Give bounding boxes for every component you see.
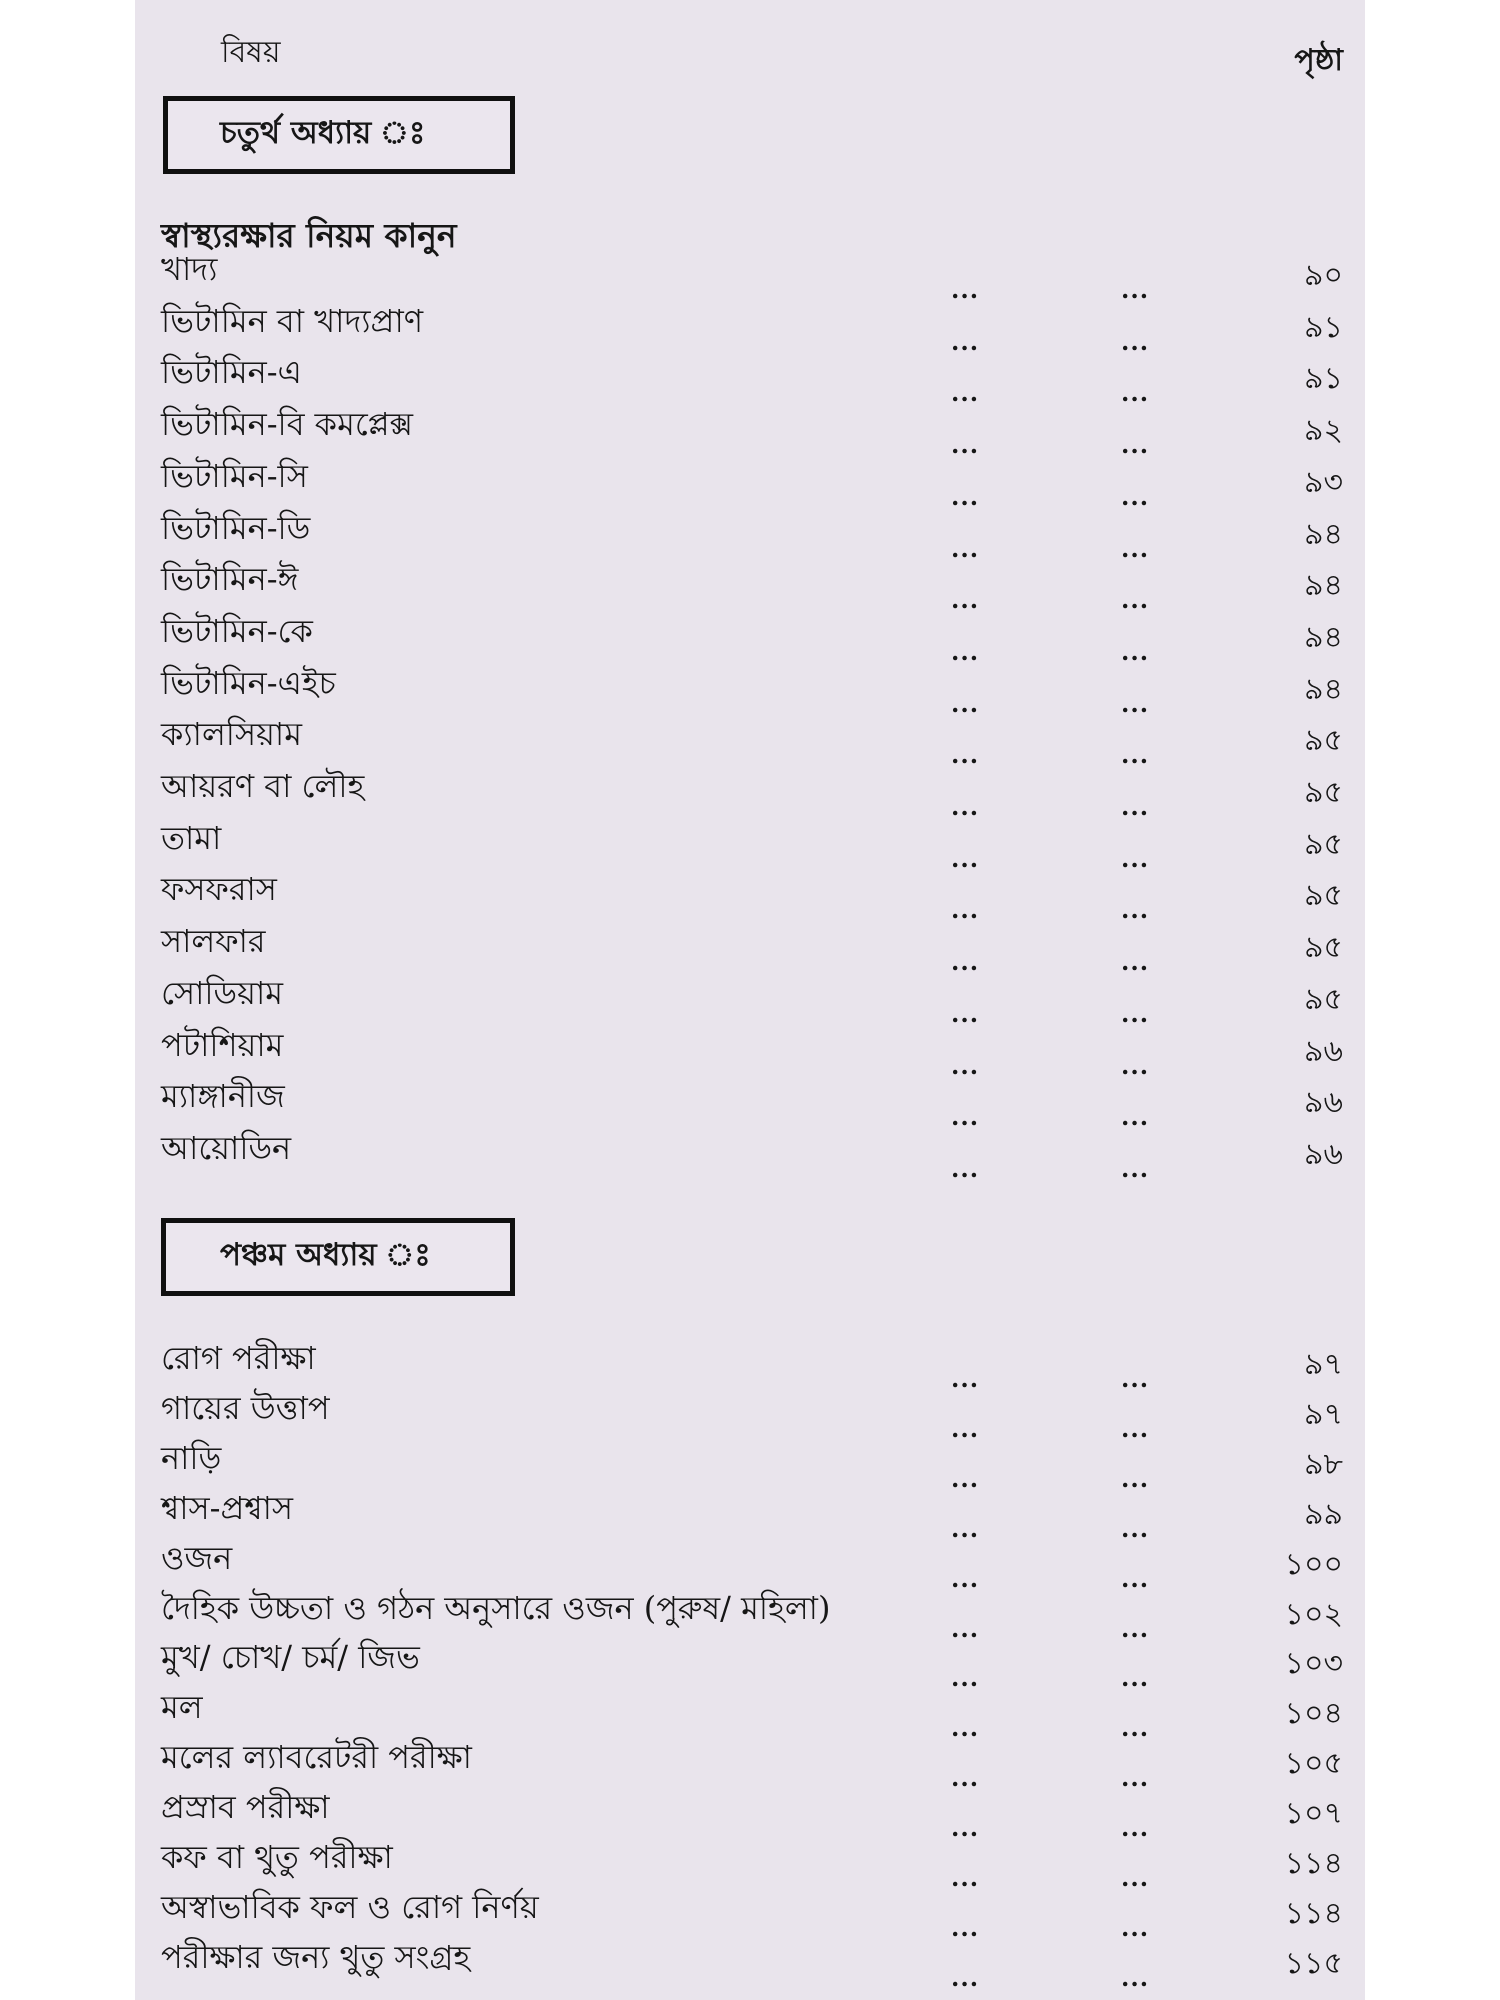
leader-dots: ... (951, 1513, 980, 1543)
chapter-4-entry-row (161, 818, 1343, 877)
chapter-4-heading: চতুর্থ অধ্যায় ঃ (220, 115, 426, 151)
leader-dots: ... (1121, 326, 1150, 356)
entry-page-number: ৯৫ (1304, 930, 1343, 966)
leader-dots: ... (1121, 1513, 1150, 1543)
leader-dots: ... (951, 275, 980, 304)
entry-topic: গায়ের উত্তাপ (161, 1388, 330, 1427)
entry-page-number: ১০৩ (1284, 1646, 1343, 1682)
leader-dots: ... (951, 1102, 980, 1132)
chapter-5-heading-box (161, 1218, 515, 1296)
entry-page-number: ১১৪ (1284, 1895, 1343, 1931)
entry-topic: ভিটামিন-এ (161, 353, 302, 392)
entry-topic: মলের ল্যাবরেটরী পরীক্ষা (161, 1738, 472, 1777)
chapter-4-entry-row (161, 973, 1343, 1032)
leader-dots: ... (951, 1912, 980, 1942)
leader-dots: ... (1121, 895, 1150, 925)
leader-dots: ... (1121, 1763, 1150, 1793)
entry-topic: প্রস্রাব পরীক্ষা (161, 1788, 330, 1827)
entry-page-number: ৯৪ (1304, 568, 1343, 604)
leader-dots: ... (951, 636, 980, 666)
leader-dots: ... (1121, 1413, 1150, 1443)
entry-topic: মুখ/ চোখ/ চর্ম/ জিভ (161, 1638, 420, 1677)
entry-page-number: ৯৬ (1304, 1136, 1343, 1172)
column-header-subject: বিষয় (221, 35, 281, 70)
entry-topic: কফ বা থুতু পরীক্ষা (161, 1838, 393, 1876)
leader-dots: ... (1121, 481, 1150, 511)
entry-page-number: ৯৫ (1304, 723, 1343, 759)
entry-topic: পরীক্ষার জন্য থুতু সংগ্রহ (161, 1937, 471, 1976)
leader-dots: ... (951, 533, 980, 563)
entry-page-number: ১১৫ (1284, 1945, 1343, 1981)
chapter-4-entry-row (161, 611, 1343, 670)
entry-page-number: ৯৪ (1304, 671, 1343, 707)
leader-dots: ... (1121, 792, 1150, 821)
entry-topic: নাড়ি (161, 1438, 222, 1477)
entry-topic: দৈহিক উচ্চতা ও গঠন অনুসারে ওজন (পুরুষ/ মহিলা) (161, 1588, 831, 1627)
chapter-5-entry-row (161, 1388, 1343, 1447)
leader-dots: ... (1121, 998, 1150, 1028)
leader-dots: ... (951, 843, 980, 873)
chapter-4-entry-row (161, 1128, 1343, 1187)
leader-dots: ... (951, 1962, 980, 1992)
entry-page-number: ৯২ (1304, 413, 1343, 449)
entry-topic: খাদ্য (161, 250, 218, 288)
leader-dots: ... (951, 1863, 980, 1892)
chapter-4-entry-row (161, 301, 1343, 360)
chapter-4-entry-row (161, 922, 1343, 980)
entry-topic: ক্যালসিয়াম (161, 715, 302, 754)
chapter-4-entry-row (161, 767, 1343, 825)
entry-page-number: ৯৬ (1304, 1085, 1343, 1121)
entry-page-number: ৯৮ (1304, 1446, 1343, 1482)
entry-page-number: ৯৭ (1304, 1396, 1343, 1432)
entry-page-number: ৯৫ (1304, 826, 1343, 862)
leader-dots: ... (951, 1563, 980, 1593)
chapter-4-entry-row (161, 1025, 1343, 1084)
entry-topic: ভিটামিন-ঈ (161, 560, 299, 599)
leader-dots: ... (1121, 1613, 1150, 1643)
leader-dots: ... (1121, 378, 1150, 408)
leader-dots: ... (1121, 688, 1150, 718)
leader-dots: ... (1121, 1863, 1150, 1892)
chapter-4-heading-box (163, 96, 515, 174)
entry-topic: সালফার (161, 922, 266, 961)
entry-page-number: ৯৫ (1304, 878, 1343, 914)
leader-dots: ... (951, 430, 980, 460)
leader-dots: ... (951, 1763, 980, 1793)
leader-dots: ... (1121, 1813, 1150, 1843)
leader-dots: ... (1121, 585, 1150, 615)
chapter-5-entry-row (161, 1488, 1343, 1547)
leader-dots: ... (1121, 1102, 1150, 1132)
entry-page-number: ১০৫ (1284, 1746, 1343, 1782)
leader-dots: ... (1121, 1962, 1150, 1992)
leader-dots: ... (1121, 1153, 1150, 1183)
leader-dots: ... (1121, 430, 1150, 460)
entry-page-number: ৯১ (1304, 361, 1343, 397)
chapter-4-entry-row (161, 456, 1343, 515)
chapter-4-entry-row (161, 1077, 1343, 1135)
leader-dots: ... (951, 895, 980, 925)
leader-dots: ... (1121, 533, 1150, 563)
leader-dots: ... (951, 1663, 980, 1693)
entry-page-number: ৯০ (1304, 258, 1343, 293)
leader-dots: ... (951, 378, 980, 408)
entry-topic: মল (161, 1688, 203, 1727)
leader-dots: ... (951, 1713, 980, 1743)
leader-dots: ... (951, 998, 980, 1028)
entry-page-number: ৯৩ (1304, 464, 1343, 500)
entry-topic: ম্যাঙ্গানীজ (161, 1077, 285, 1116)
leader-dots: ... (951, 1613, 980, 1643)
chapter-5-entry-row (161, 1638, 1343, 1696)
entry-topic: ওজন (161, 1538, 233, 1577)
entry-topic: ভিটামিন-ডি (161, 508, 311, 547)
entry-page-number: ১০৭ (1284, 1796, 1343, 1832)
entry-topic: ভিটামিন বা খাদ্যপ্রাণ (161, 301, 424, 340)
chapter-4-entry-row (161, 508, 1343, 567)
entry-page-number: ৯৫ (1304, 775, 1343, 810)
chapter-4-entry-row (161, 663, 1343, 722)
chapter-4-entry-row (161, 870, 1343, 928)
leader-dots: ... (951, 1153, 980, 1183)
chapter-5-heading: পঞ্চম অধ্যায় ঃ (220, 1237, 431, 1273)
entry-page-number: ৯৯ (1304, 1496, 1343, 1532)
chapter-4-entry-row (161, 405, 1343, 463)
leader-dots: ... (1121, 843, 1150, 873)
chapter-5-entry-row (161, 1438, 1343, 1497)
chapter-5-entry-row (161, 1937, 1343, 1996)
leader-dots: ... (951, 1413, 980, 1443)
leader-dots: ... (951, 947, 980, 977)
leader-dots: ... (1121, 1713, 1150, 1743)
leader-dots: ... (1121, 1563, 1150, 1593)
leader-dots: ... (1121, 947, 1150, 977)
leader-dots: ... (1121, 1663, 1150, 1693)
chapter-5-entry-row (161, 1738, 1343, 1796)
leader-dots: ... (951, 326, 980, 356)
entry-topic: সোডিয়াম (161, 973, 284, 1012)
leader-dots: ... (951, 1813, 980, 1843)
leader-dots: ... (951, 688, 980, 718)
entry-page-number: ৯৭ (1304, 1347, 1343, 1382)
leader-dots: ... (1121, 740, 1150, 770)
entry-page-number: ৯৪ (1304, 619, 1343, 655)
leader-dots: ... (951, 1364, 980, 1393)
entry-page-number: ১০৪ (1284, 1696, 1343, 1732)
entry-topic: ভিটামিন-বি কমপ্লেক্স (161, 405, 414, 444)
section-title-health-rules: স্বাস্থ্যরক্ষার নিয়ম কানুন (161, 216, 457, 255)
leader-dots: ... (1121, 1050, 1150, 1080)
leader-dots: ... (951, 481, 980, 511)
leader-dots: ... (1121, 1463, 1150, 1493)
leader-dots: ... (1121, 1364, 1150, 1393)
entry-page-number: ৯১ (1304, 309, 1343, 345)
entry-page-number: ৯৫ (1304, 981, 1343, 1017)
entry-page-number: ১০০ (1284, 1546, 1343, 1582)
leader-dots: ... (1121, 636, 1150, 666)
book-page (135, 0, 1365, 2000)
leader-dots: ... (951, 740, 980, 770)
leader-dots: ... (951, 585, 980, 615)
entry-topic: ফসফরাস (161, 870, 277, 909)
entry-topic: পটাশিয়াম (161, 1025, 284, 1064)
entry-page-number: ১০২ (1284, 1596, 1343, 1632)
entry-topic: শ্বাস-প্রশ্বাস (161, 1488, 294, 1527)
entry-page-number: ৯৬ (1304, 1033, 1343, 1069)
column-header-page: পৃষ্ঠা (1294, 43, 1343, 78)
chapter-4-entry-row (161, 560, 1343, 618)
entry-topic: ভিটামিন-কে (161, 611, 313, 650)
entry-page-number: ৯৪ (1304, 516, 1343, 552)
entry-topic: তামা (161, 818, 222, 857)
leader-dots: ... (951, 792, 980, 821)
leader-dots: ... (951, 1050, 980, 1080)
entry-topic: অস্বাভাবিক ফল ও রোগ নির্ণয় (161, 1887, 539, 1926)
leader-dots: ... (1121, 275, 1150, 304)
leader-dots: ... (951, 1463, 980, 1493)
entry-topic: ভিটামিন-এইচ (161, 663, 336, 702)
leader-dots: ... (1121, 1912, 1150, 1942)
entry-page-number: ১১৪ (1284, 1846, 1343, 1881)
entry-topic: আয়োডিন (161, 1128, 292, 1167)
entry-topic: আয়রণ বা লৌহ (161, 767, 365, 805)
chapter-5-entry-row (161, 1339, 1343, 1397)
entry-topic: ভিটামিন-সি (161, 456, 308, 495)
entry-topic: রোগ পরীক্ষা (161, 1339, 316, 1377)
